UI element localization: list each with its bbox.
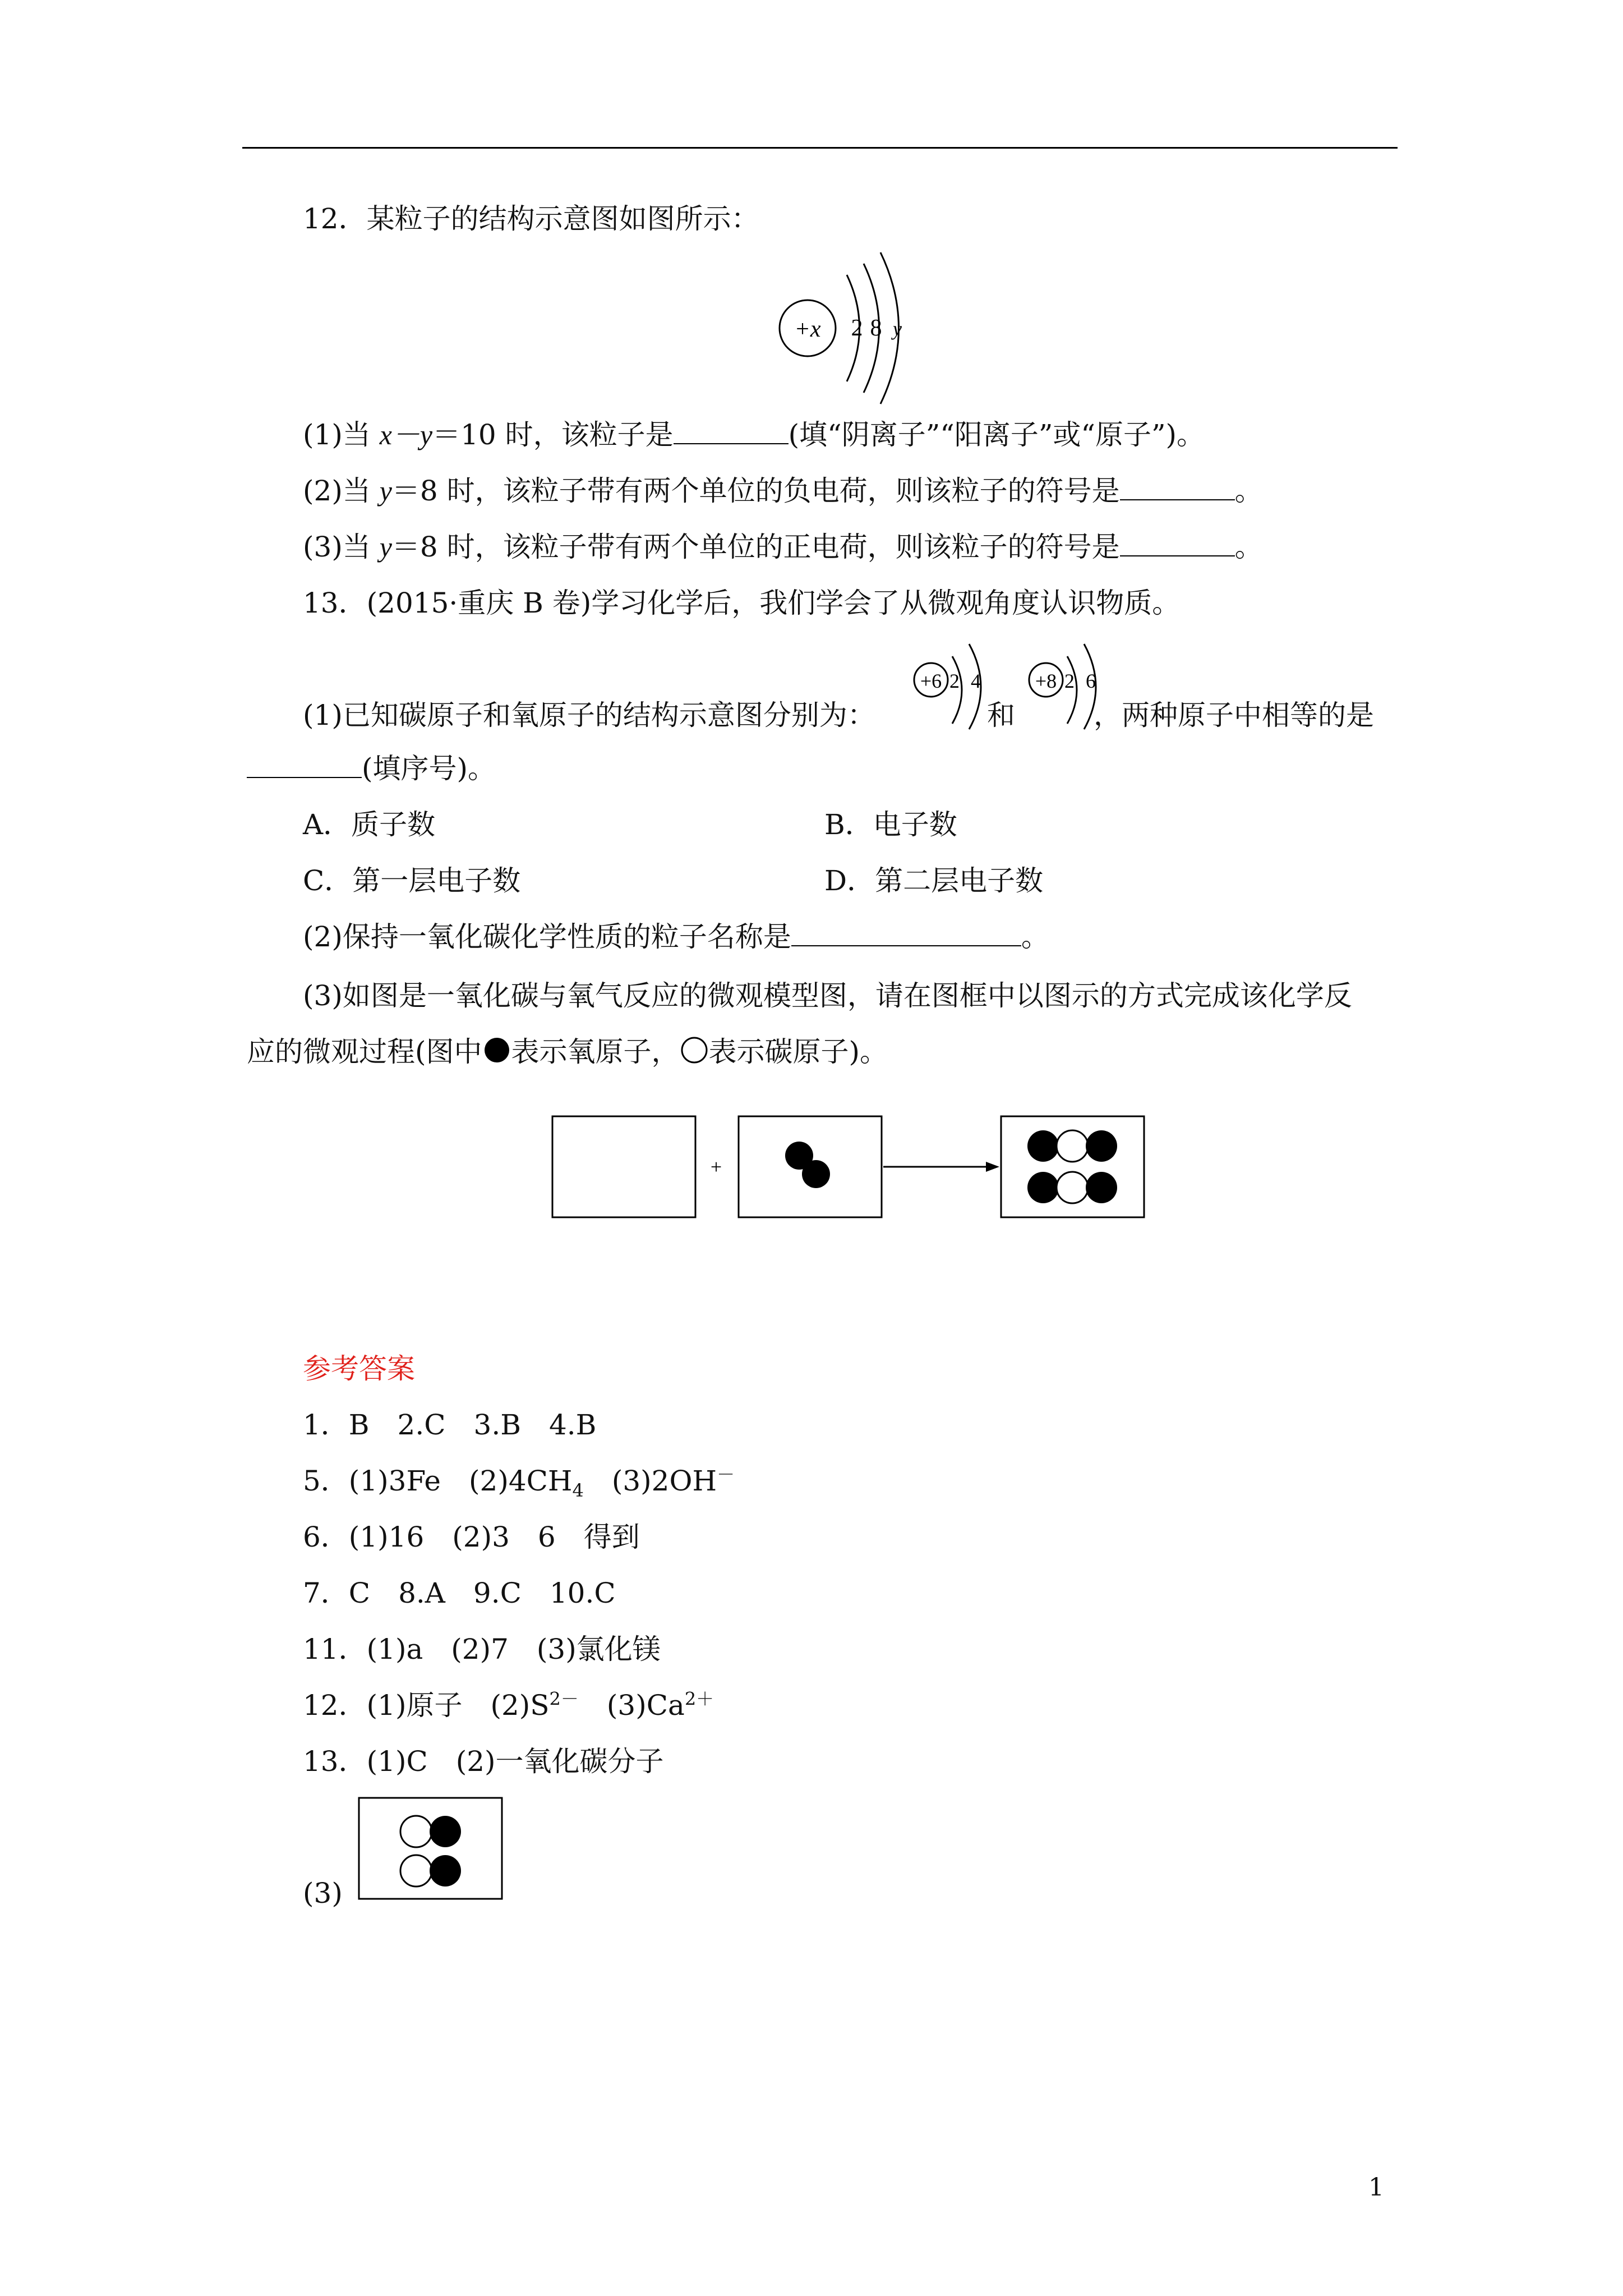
carbon-atom	[400, 1816, 432, 1847]
answer-line-1: 1．B 2.C 3.B 4.B	[303, 1409, 597, 1441]
answer-line-12: 12．(1)原子 $(2)S^{2-}$ $(3)Ca^{2+}$	[303, 1688, 714, 1722]
q12-title: 12．某粒子的结构示意图如图所示：	[303, 203, 759, 235]
q13-part3-line2: 应的微观过程(图中 表示氧原子， 表示碳原子)。	[247, 1036, 888, 1068]
oxygen-shell-1: 2	[1064, 670, 1075, 692]
carbon-atom	[400, 1855, 432, 1887]
option-d: D．第二层电子数	[824, 864, 1044, 897]
q13-part2: (2)保持一氧化碳化学性质的粒子名称是 。	[303, 921, 1049, 953]
answer-line-6: 6．(1)16 (2)3 6 得到	[303, 1521, 640, 1553]
answer-13-part3-label: (3)	[303, 1877, 343, 1910]
shell-2-count: 8	[870, 315, 882, 341]
oxygen-atom	[430, 1816, 461, 1847]
shell-1-count: 2	[851, 315, 863, 341]
answer-line-13: 13．(1)C (2)一氧化碳分子	[303, 1745, 664, 1778]
answer-line-11: 11．(1)a (2)7 (3)氯化镁	[303, 1633, 661, 1665]
oxygen-atom	[430, 1855, 461, 1887]
shell-3-count: y	[893, 318, 902, 340]
answer-line-7: 7．C 8.A 9.C 10.C	[303, 1577, 616, 1609]
q13-part1-line2: (填序号)。	[247, 752, 496, 785]
option-b: B．电子数	[824, 808, 957, 841]
page-number: 1	[1368, 2173, 1384, 2202]
plus-sign: +	[710, 1156, 722, 1178]
q12-part1: (1)当 x－y＝10 时，该粒子是 (填“阴离子”“阳离子”或“原子”)。	[303, 418, 1205, 451]
answers-heading: 参考答案	[303, 1352, 415, 1385]
option-a: A．质子数	[303, 808, 436, 841]
q13-part1-text: (1)已知碳原子和氧原子的结构示意图分别为：	[303, 699, 875, 731]
q13-title: 13．(2015·重庆 B 卷)学习化学后，我们学会了从微观角度认识物质。	[303, 587, 1181, 619]
oxygen-nucleus-label: +8	[1035, 670, 1057, 692]
carbon-nucleus-label: +6	[920, 670, 942, 692]
answer-line-5: 5．(1)3Fe $(2)4CH_4$ (3)2OH－	[303, 1464, 735, 1501]
q12-part3: (3)当 y＝8 时，该粒子带有两个单位的正电荷，则该粒子的符号是 。	[303, 531, 1263, 563]
nucleus-label: +x	[794, 316, 821, 342]
q13-part1-text-end: ，两种原子中相等的是	[1094, 699, 1374, 731]
option-c: C．第一层电子数	[303, 864, 521, 897]
oxygen-shell-2: 6	[1086, 670, 1096, 692]
carbon-shell-1: 2	[949, 670, 960, 692]
carbon-shell-2: 4	[971, 670, 981, 692]
q13-part3-line1: (3)如图是一氧化碳与氧气反应的微观模型图，请在图框中以图示的方式完成该化学反	[303, 979, 1352, 1012]
q12-part2: (2)当 y＝8 时，该粒子带有两个单位的负电荷，则该粒子的符号是 。	[303, 475, 1263, 507]
q13-and: 和	[987, 699, 1015, 731]
answer-co-box	[359, 1798, 502, 1899]
